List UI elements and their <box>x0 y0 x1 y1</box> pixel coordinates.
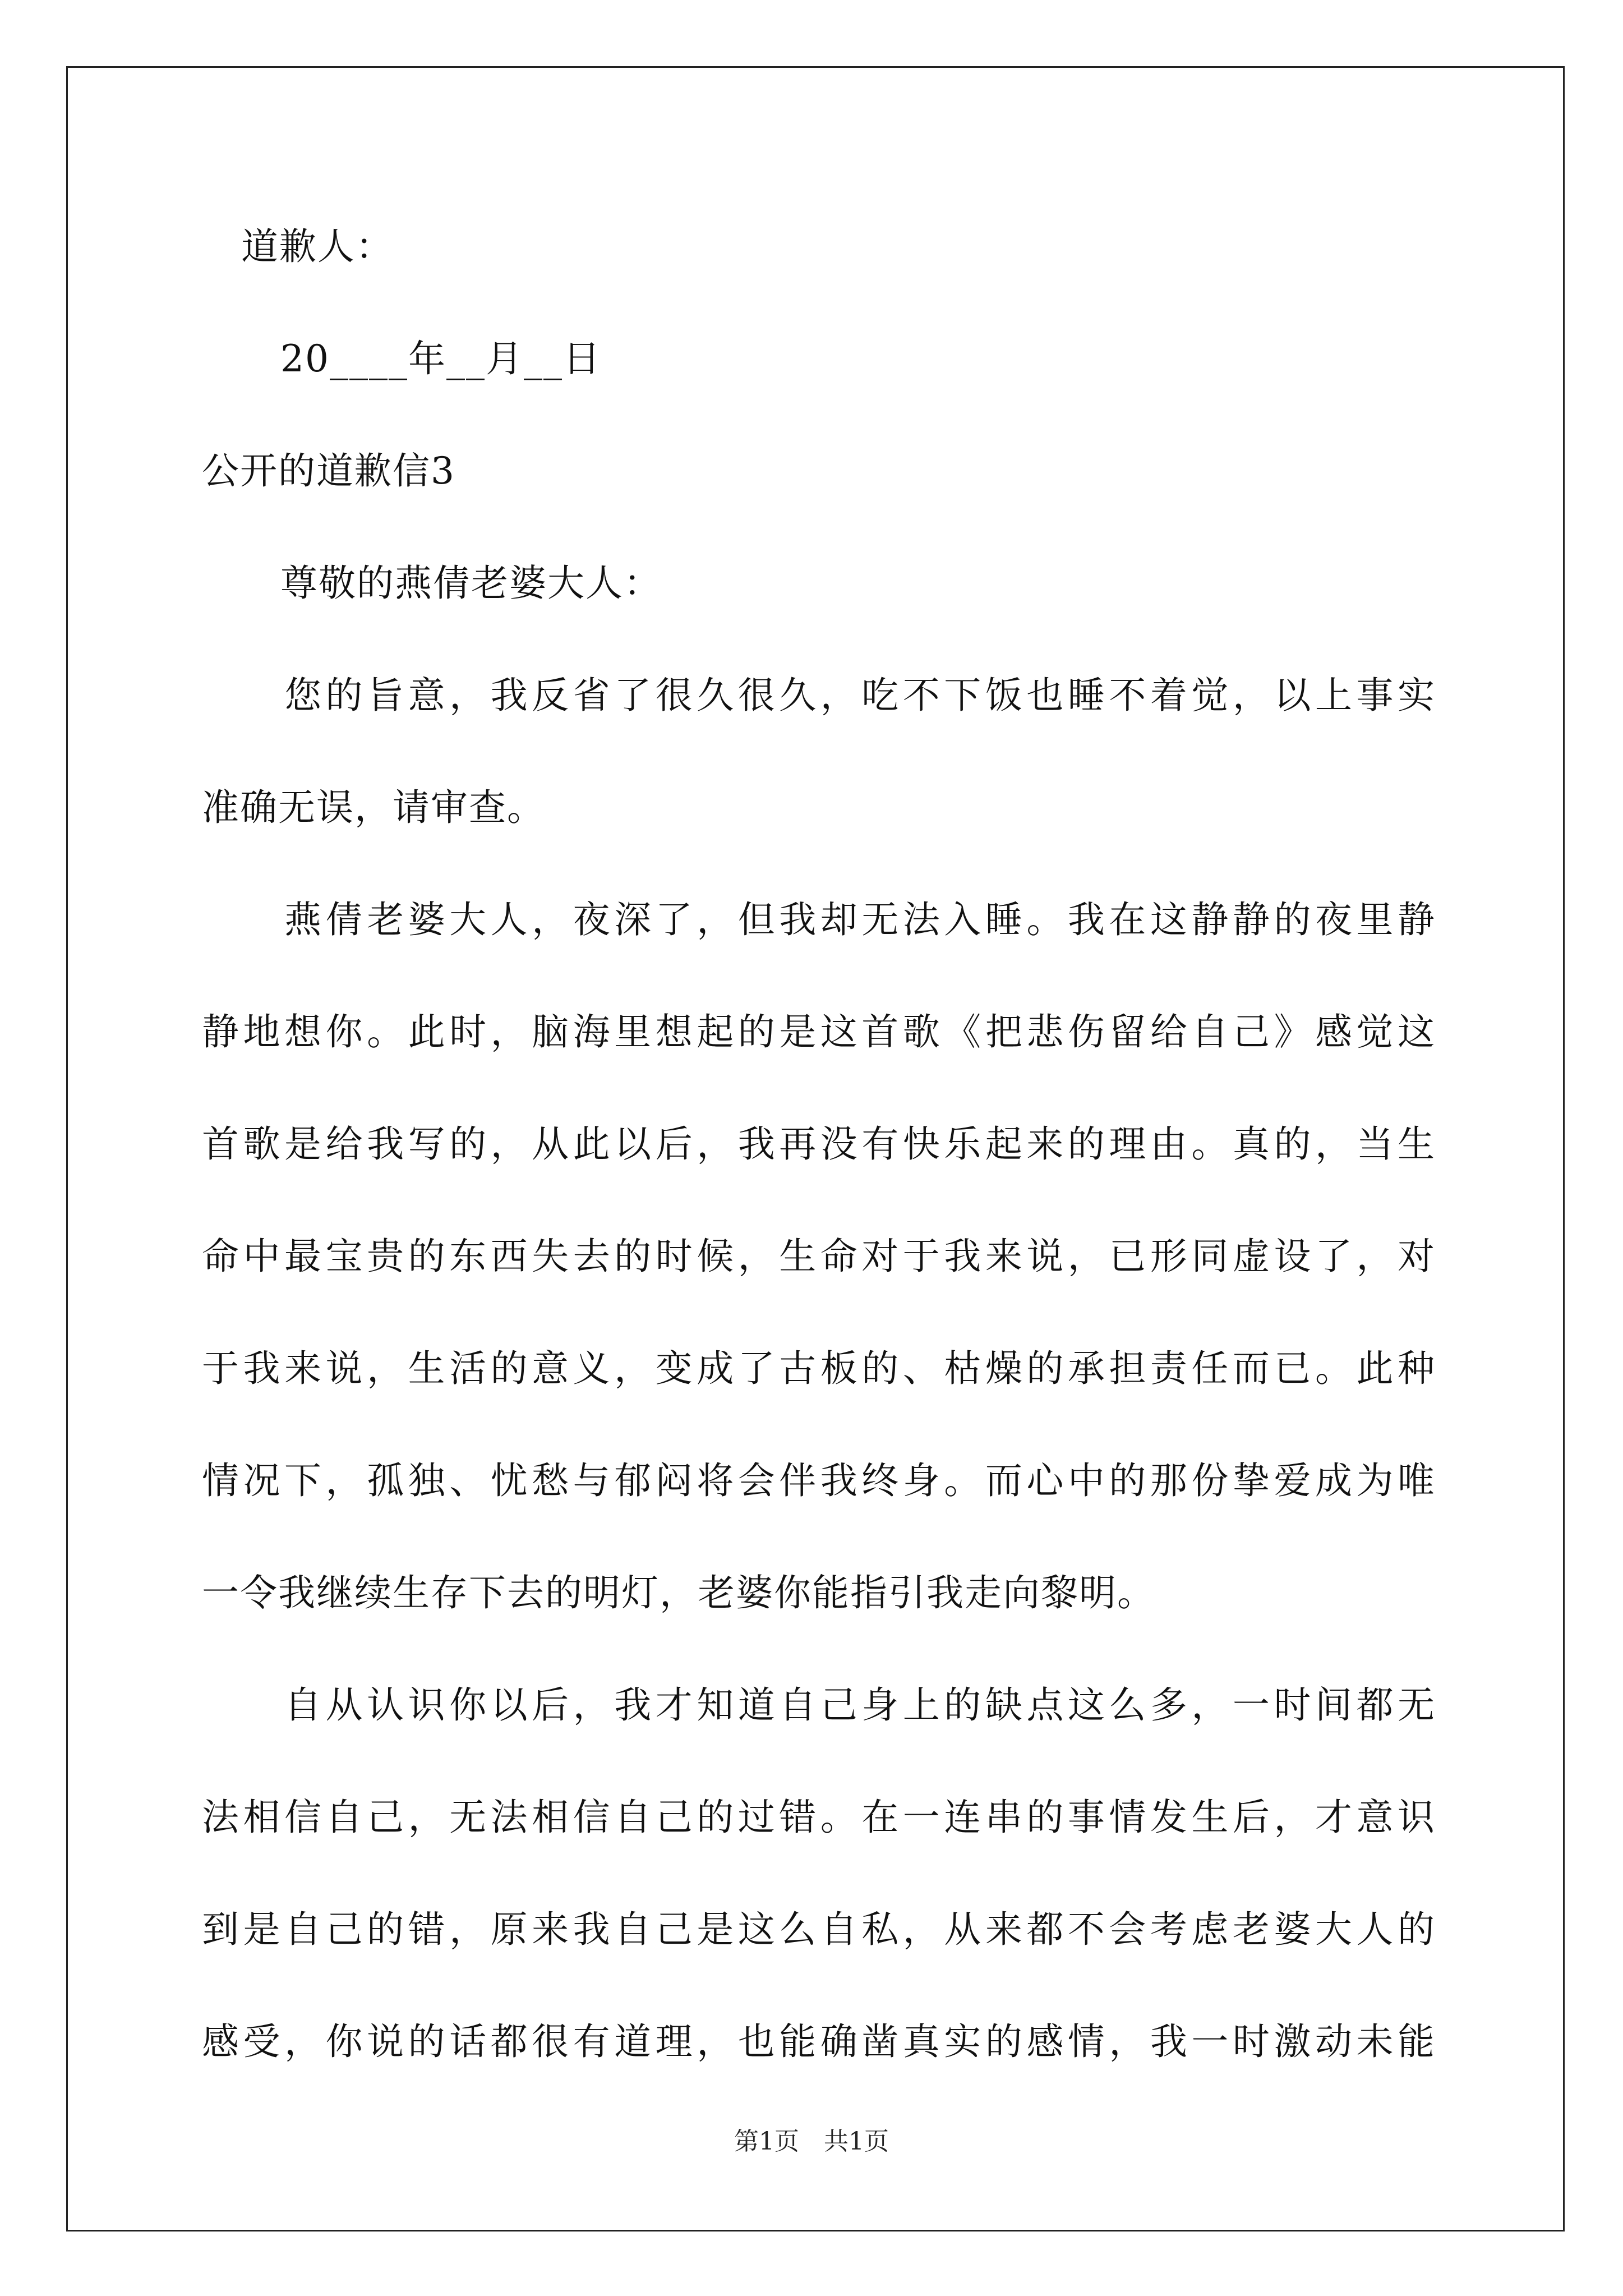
paragraph-line: 于我来说，生活的意义，变成了古板的、枯燥的承担责任而已。此种 <box>202 1347 1436 1390</box>
salutation: 尊敬的燕倩老婆大人： <box>280 562 662 605</box>
paragraph-line: 燕倩老婆大人，夜深了，但我却无法入睡。我在这静静的夜里静 <box>202 898 1436 941</box>
signature-label: 道歉人： <box>241 225 394 268</box>
paragraph-line: 到是自己的错，原来我自己是这么自私，从来都不会考虑老婆大人的 <box>202 1908 1436 1951</box>
section-title: 公开的道歉信3 <box>202 449 455 493</box>
paragraph-line: 自从认识你以后，我才知道自己身上的缺点这么多，一时间都无 <box>202 1683 1436 1727</box>
paragraph-line: 准确无误，请审查。 <box>202 786 545 829</box>
paragraph-line: 首歌是给我写的，从此以后，我再没有快乐起来的理由。真的，当生 <box>202 1122 1436 1166</box>
paragraph-line: 命中最宝贵的东西失去的时候，生命对于我来说，已形同虚设了，对 <box>202 1235 1436 1278</box>
paragraph-line: 情况下，孤独、忧愁与郁闷将会伴我终身。而心中的那份挚爱成为唯 <box>202 1459 1436 1502</box>
paragraph-line: 一令我继续生存下去的明灯，老婆你能指引我走向黎明。 <box>202 1571 1155 1614</box>
paragraph-line: 静地想你。此时，脑海里想起的是这首歌《把悲伤留给自己》感觉这 <box>202 1010 1436 1053</box>
paragraph-line: 您的旨意，我反省了很久很久，吃不下饭也睡不着觉，以上事实 <box>202 674 1436 717</box>
paragraph-line: 感受，你说的话都很有道理，也能确凿真实的感情，我一时激动未能 <box>202 2020 1436 2063</box>
date-line: 20____年__月__日 <box>280 337 601 380</box>
paragraph-line: 法相信自己，无法相信自己的过错。在一连串的事情发生后，才意识 <box>202 1796 1436 1839</box>
page-footer: 第1页 共1页 <box>734 2127 889 2156</box>
